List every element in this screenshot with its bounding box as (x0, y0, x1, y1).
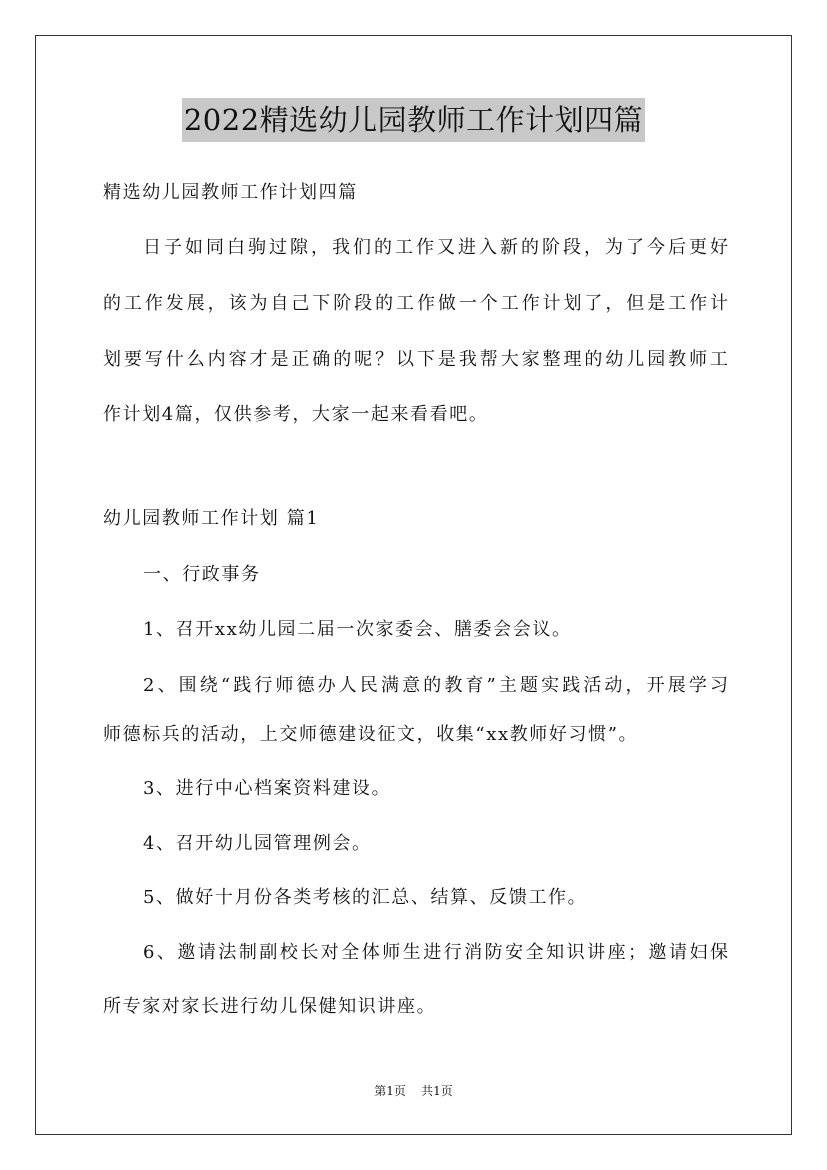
section-heading: 幼儿园教师工作计划 篇1 (103, 508, 320, 529)
intro-line-1: 日子如同白驹过隙，我们的工作又进入新的阶段，为了今后更好 (143, 237, 728, 258)
intro-line-2: 的工作发展，该为自己下阶段的工作做一个工作计划了，但是工作计 (103, 293, 728, 314)
intro-line-3: 划要写什么内容才是正确的呢？以下是我帮大家整理的幼儿园教师工 (103, 349, 728, 370)
section-line-2: 1、召开xx幼儿园二届一次家委会、膳委会会议。 (143, 619, 572, 640)
page-number: 第1页 (374, 1084, 406, 1098)
page-footer (0, 1083, 827, 1099)
intro-line-4: 作计划4篇，仅供参考，大家一起来看看吧。 (103, 404, 489, 425)
section-line-3: 2、围绕“践行师德办人民满意的教育”主题实践活动，开展学习 (143, 675, 728, 696)
section-line-1: 一、行政事务 (143, 564, 261, 585)
section-line-6: 4、召开幼儿园管理例会。 (143, 833, 372, 854)
section-line-4: 师德标兵的活动，上交师德建设征文，收集“xx教师好习惯”。 (103, 724, 639, 745)
page-total: 共1页 (421, 1084, 453, 1098)
document-title: 2022精选幼儿园教师工作计划四篇 (182, 98, 645, 142)
section-line-5: 3、进行中心档案资料建设。 (143, 778, 392, 799)
section-line-7: 5、做好十月份各类考核的汇总、结算、反馈工作。 (143, 887, 588, 908)
document-subtitle: 精选幼儿园教师工作计划四篇 (103, 182, 358, 203)
section-line-9: 所专家对家长进行幼儿保健知识讲座。 (103, 996, 437, 1017)
title-container (0, 98, 827, 142)
section-line-8: 6、邀请法制副校长对全体师生进行消防安全知识讲座；邀请妇保 (143, 942, 728, 963)
